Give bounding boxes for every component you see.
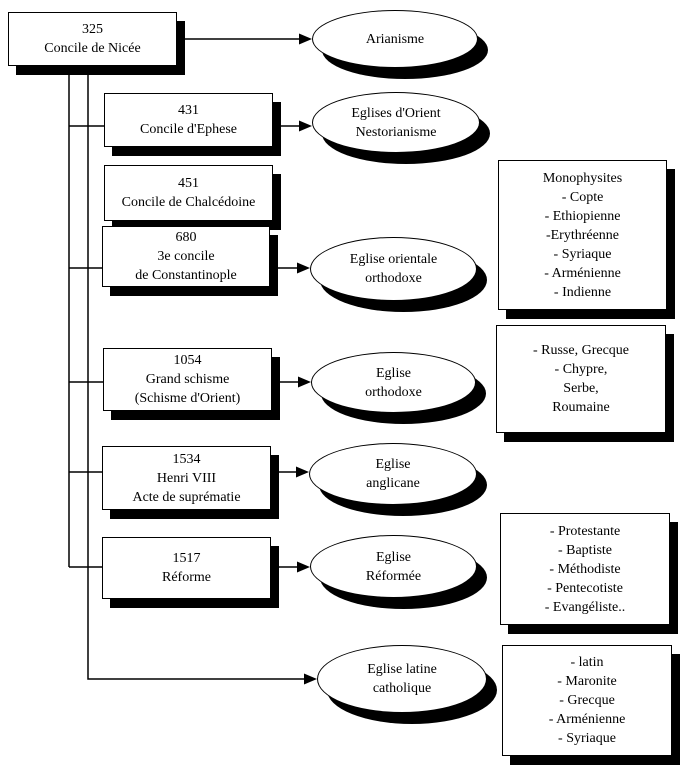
text-line: - Méthodiste <box>549 561 621 577</box>
text-line: - Syriaque <box>553 246 612 262</box>
branch-box-orthodoxe <box>496 325 666 433</box>
church-ellipse-latine-catholique <box>317 645 487 713</box>
council-box-325 <box>8 12 177 66</box>
church-ellipse-reformee <box>310 535 477 598</box>
arrowhead-icon <box>299 121 312 132</box>
text-line: - Ethiopienne <box>544 208 621 224</box>
church-ellipse-nestorianisme <box>312 92 480 153</box>
arrow-heads <box>296 34 317 685</box>
text-line: - Pentecotiste <box>547 580 623 596</box>
text-line: - Chypre, <box>554 362 608 377</box>
text-line: - latin <box>570 655 604 670</box>
text-line: 431 <box>178 103 199 118</box>
arrowhead-icon <box>297 263 310 274</box>
text-line: - Grecque <box>559 693 615 708</box>
text-line: - Evangéliste.. <box>544 599 626 615</box>
text-line: Eglise orientale <box>349 252 438 267</box>
text-line: 1517 <box>172 551 201 566</box>
text-line: - Protestante <box>549 523 621 539</box>
text-line: Arianisme <box>365 31 425 47</box>
text-line: Eglise <box>376 365 411 381</box>
text-line: - Baptiste <box>557 542 613 558</box>
text-line: Eglise <box>376 549 411 565</box>
church-ellipse-orthodoxe <box>311 352 476 413</box>
text-line: 325 <box>82 22 103 37</box>
text-line: -Erythréenne <box>545 227 620 243</box>
text-line: Roumaine <box>552 400 610 415</box>
text-line: orthodoxe <box>365 271 422 286</box>
text-line: Acte de suprématie <box>132 489 241 505</box>
text-line: - Maronite <box>557 674 617 689</box>
text-line: orthodoxe <box>365 384 422 400</box>
text-line: Concile de Chalcédoine <box>121 195 256 210</box>
text-line: - Arménienne <box>544 265 621 281</box>
arrowhead-icon <box>297 562 310 573</box>
text-line: Henri VIII <box>156 470 217 486</box>
text-line: catholique <box>372 681 432 696</box>
arrowhead-icon <box>304 674 317 685</box>
council-box-431 <box>104 93 273 147</box>
text-line: 1534 <box>172 451 201 467</box>
church-ellipse-orientale-orthodoxe <box>310 237 477 301</box>
text-line: - Syriaque <box>558 731 616 746</box>
branch-box-monophysites <box>498 160 667 310</box>
text-line: - Arménienne <box>548 712 626 727</box>
text-line: Concile de Nicée <box>44 41 141 56</box>
text-line: Eglises d'Orient <box>351 105 441 121</box>
text-line: Grand schisme <box>145 372 230 387</box>
text-line: - Russe, Grecque <box>532 343 630 358</box>
text-line: 1054 <box>173 353 202 368</box>
council-box-1534 <box>102 446 271 510</box>
text-line: - Indienne <box>553 284 612 300</box>
arrowhead-icon <box>296 467 309 478</box>
text-line: Nestorianisme <box>355 124 437 140</box>
text-line: Serbe, <box>563 381 599 396</box>
church-ellipse-anglicane <box>309 443 477 505</box>
text-line: Concile d'Ephese <box>140 122 237 137</box>
text-line: Monophysites <box>542 170 623 186</box>
text-line: 3e concile <box>157 249 215 264</box>
text-line: anglicane <box>366 476 420 491</box>
council-box-1054 <box>103 348 272 411</box>
text-line: de Constantinople <box>135 268 237 283</box>
branch-box-protestante <box>500 513 670 625</box>
council-box-451 <box>104 165 273 221</box>
text-line: - Copte <box>561 189 604 205</box>
text-line: 451 <box>178 176 199 191</box>
text-line: (Schisme d'Orient) <box>134 391 241 406</box>
text-line: 680 <box>175 230 197 245</box>
text-line: Réformée <box>365 568 422 584</box>
council-box-1517 <box>102 537 271 599</box>
arrowhead-icon <box>298 377 311 388</box>
council-box-680 <box>102 226 270 287</box>
branch-box-catholique <box>502 645 672 756</box>
text-line: Eglise latine <box>367 662 437 677</box>
arrowhead-icon <box>299 34 312 45</box>
text-line: Réforme <box>162 570 211 585</box>
church-ellipse-arianisme <box>312 10 478 68</box>
text-line: Eglise <box>375 457 411 472</box>
